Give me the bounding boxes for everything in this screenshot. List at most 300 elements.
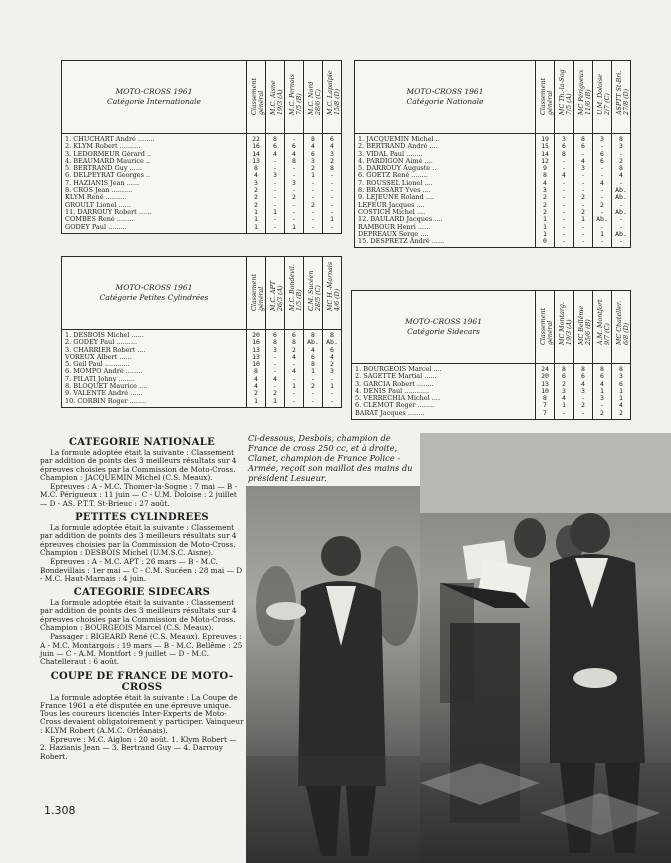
table-row: 7. ROUSSEL Lionel .... [358, 178, 433, 187]
points-cell: 1 [254, 215, 258, 224]
points-cell: - [581, 229, 585, 238]
points-cell: Ab. [326, 338, 338, 347]
points-cell: 1 [543, 222, 547, 231]
table-row: 3. CHARRIER Robert .... [65, 345, 146, 354]
points-cell: - [311, 374, 315, 383]
points-cell: - [311, 207, 315, 216]
table-row: 9. VALENTE André ...... [65, 389, 143, 398]
points-cell: - [292, 186, 296, 195]
column-header: M.C. Bondevil. 1/5 (B) [285, 257, 304, 329]
points-cell: 2 [543, 207, 547, 216]
column-header: M.C. Nord 28/6 (C) [304, 61, 323, 133]
points-cell: 4 [562, 394, 566, 403]
points-cell: 3 [543, 186, 547, 195]
points-cell: - [581, 222, 585, 231]
table-category: Catégorie Nationale [406, 97, 484, 106]
points-column [536, 364, 555, 419]
points-cell: - [619, 178, 623, 187]
page-number: 1.308 [44, 804, 76, 817]
points-cell: 6 [330, 135, 334, 143]
points-cell: - [600, 164, 604, 173]
points-cell: - [330, 222, 334, 231]
points-cell: 6 [562, 142, 566, 151]
table-row: 4. PARDIGON Aimé .... [358, 156, 433, 165]
table-row: 3. LEDORMEUR Gérard .. [65, 149, 152, 158]
points-cell: - [273, 156, 277, 165]
points-cell: 2 [562, 379, 566, 388]
points-cell: - [273, 367, 277, 376]
points-cell: 8 [562, 365, 566, 373]
column-header: MC H.-Marnais 4/6 (D) [327, 261, 341, 311]
points-cell: 1 [292, 382, 296, 391]
points-cell: 1 [543, 215, 547, 224]
points-cell: 2 [581, 207, 585, 216]
points-cell: 13 [541, 379, 549, 388]
points-cell: - [292, 164, 296, 173]
points-cell: - [600, 207, 604, 216]
points-cell: 2 [311, 382, 315, 391]
points-cell: - [311, 389, 315, 398]
table-row: 3. GARCIA Robert ........ [355, 379, 434, 388]
table-row: 1. DESBOIS Michel ...... [65, 331, 144, 339]
points-cell: 6 [600, 156, 604, 165]
points-cell: - [619, 237, 623, 246]
points-cell: 24 [541, 365, 549, 373]
points-cell: 1 [543, 229, 547, 238]
table-row: 11. DARROUY Robert ...... [65, 207, 152, 216]
paragraph: La formule adoptée était la suivante : Classement par addition de points des 3 meilleurs résultats sur 4 épreuves choisies par la Commission de Moto-Cross. Champion : BOURGEOIS Marcel (C.S. Meaux). [40, 598, 237, 633]
points-cell: - [273, 360, 277, 369]
points-cell: - [562, 215, 566, 224]
table-category: Catégorie Petites Cylindrées [99, 293, 209, 302]
points-cell: 6 [273, 331, 277, 339]
points-cell: 3 [311, 156, 315, 165]
points-cell: Ab. [615, 207, 627, 216]
points-cell: 8 [600, 365, 604, 373]
paragraph: La formule adoptée était la suivante : Classement par addition de points des 3 meilleurs résultats sur 4 épreuves choisies par la Commission de Moto-Cross. Champion : DESBOIS Michel (U.M.S.C. Aisne). [40, 523, 237, 557]
points-cell: Ab. [615, 186, 627, 195]
points-cell: 20 [252, 331, 260, 339]
table-row: 2. KLYM Robert .......... [65, 142, 141, 151]
points-cell: - [581, 408, 585, 417]
points-cell: 8 [311, 135, 315, 143]
points-cell: - [600, 237, 604, 246]
points-cell: - [330, 207, 334, 216]
points-cell: 2 [254, 389, 258, 398]
points-cell: 6 [581, 142, 585, 151]
points-column [247, 134, 266, 233]
points-cell: - [562, 237, 566, 246]
points-cell: 8 [311, 360, 315, 369]
points-cell: 1 [330, 215, 334, 224]
points-cell: - [562, 222, 566, 231]
points-cell: - [311, 396, 315, 405]
points-cell: - [292, 389, 296, 398]
paragraph: La formule adoptée était la suivante : Classement par addition de points des 3 meilleurs résultats sur 4 épreuves choisies par la Commission de Moto-Cross. Champion : JACQUEMIN Michel (C.S. Meaux). [40, 448, 237, 482]
points-cell: 3 [619, 142, 623, 151]
table-row: 3. VIDAL Paul ........ [358, 149, 423, 158]
points-cell: - [273, 352, 277, 361]
points-cell: 8 [273, 135, 277, 143]
table-row: 9. LEJEUNE Roland .... [358, 193, 435, 202]
points-cell: - [619, 149, 623, 158]
points-cell: 3 [581, 386, 585, 395]
section-heading: PETITES CYLINDREES [75, 512, 209, 524]
points-cell: 8 [562, 149, 566, 158]
points-cell: 8 [619, 365, 623, 373]
table-row: 7. PILATI Johny ........ [65, 374, 135, 383]
table-title: MOTO-CROSS 1961 [115, 283, 193, 292]
table-row: 8. CROS Jean .......... [65, 186, 133, 195]
table-row: 10. CORBIN Roger ........ [65, 396, 147, 405]
points-cell: 3 [619, 372, 623, 381]
points-cell: Ab. [596, 215, 608, 224]
points-cell: - [562, 193, 566, 202]
points-cell: - [292, 396, 296, 405]
points-column [323, 134, 341, 233]
points-cell: 1 [273, 207, 277, 216]
points-column [593, 134, 612, 247]
points-cell: 3 [562, 386, 566, 395]
column-header: Classement général [536, 291, 555, 363]
table-row: 6. DELPEYRAT Georges .. [65, 171, 151, 180]
points-cell: 4 [330, 352, 334, 361]
points-cell: 2 [292, 345, 296, 354]
competitor-names [62, 134, 247, 233]
points-cell: - [330, 200, 334, 209]
table-category: Catégorie Sidecars [407, 327, 480, 336]
points-cell: - [600, 171, 604, 180]
points-cell: - [330, 389, 334, 398]
points-column [555, 364, 574, 419]
points-cell: 4 [581, 379, 585, 388]
points-cell: 7 [543, 408, 547, 417]
table-row: 6. CLEMOT Roger ........ [355, 401, 435, 410]
points-cell: - [581, 171, 585, 180]
points-cell: 1 [292, 222, 296, 231]
table-row: 5. DARROUY Auguste .. [358, 164, 437, 173]
points-cell: - [600, 222, 604, 231]
column-header: Classement général [247, 257, 266, 329]
points-cell: 1 [600, 386, 604, 395]
table-row: 2. GODEY Paul .......... [65, 338, 138, 347]
points-cell: - [292, 207, 296, 216]
points-cell: 2 [311, 200, 315, 209]
competitor-names [352, 364, 536, 419]
points-cell: 1 [311, 367, 315, 376]
points-cell: 14 [541, 149, 549, 158]
points-cell: 4 [600, 379, 604, 388]
points-cell: 6 [311, 149, 315, 158]
column-header: M.C. APT 26/3 (A) [266, 257, 285, 329]
points-cell: 4 [600, 178, 604, 187]
table-row: COSTICH Michel .... [358, 207, 426, 216]
points-cell: - [562, 229, 566, 238]
paragraph: Epreuve : M.C. Aiglon : 20 août. 1. Klym Robert — 2. Hazianis Jean — 3. Bertrand Guy — 4. Darrouy Robert. [40, 735, 237, 761]
points-cell: - [273, 382, 277, 391]
points-cell: 15 [541, 142, 549, 151]
column-header: MC Th.-la-Sog 7/5 (A) [555, 61, 574, 133]
points-cell: 6 [600, 149, 604, 158]
points-cell: - [619, 222, 623, 231]
points-cell: - [581, 237, 585, 246]
points-cell: 10 [541, 386, 549, 395]
points-cell: 1 [273, 396, 277, 405]
column-header: C.M. Sucéen 28/5 (C) [304, 257, 323, 329]
points-cell: - [562, 178, 566, 187]
points-cell: 4 [254, 171, 258, 180]
points-cell: - [581, 394, 585, 403]
points-cell: 4 [543, 178, 547, 187]
competitor-names [355, 134, 536, 247]
table-row: 8. BLOQUET Maurice .... [65, 382, 148, 391]
points-cell: 1 [619, 394, 623, 403]
points-column [304, 330, 323, 407]
points-cell: - [273, 164, 277, 173]
points-cell: 1 [330, 382, 334, 391]
points-cell: - [311, 178, 315, 187]
points-cell: 6 [273, 142, 277, 151]
points-cell: Ab. [307, 338, 319, 347]
points-cell: 13 [252, 156, 260, 165]
points-cell: 4 [292, 367, 296, 376]
table-title: MOTO-CROSS 1961 [406, 87, 484, 96]
table-row: 7. HAZIANIS Jean ...... [65, 178, 140, 187]
section-heading: COUPE DE FRANCE DE MOTO-CROSS [50, 670, 234, 693]
points-cell: 4 [273, 374, 277, 383]
points-cell: 2 [311, 164, 315, 173]
points-cell: 6 [311, 352, 315, 361]
table-row: KLYM René .......... [65, 193, 127, 202]
points-cell: 2 [254, 186, 258, 195]
table-row: 1. CHUCHART André ........ [65, 135, 155, 143]
section-heading: CATEGORIE NATIONALE [68, 437, 215, 448]
table-row: 4. BEAUMARD Maurice .. [65, 156, 151, 165]
points-cell: - [330, 171, 334, 180]
points-cell: - [292, 200, 296, 209]
photo-caption: Ci-dessous, Desbois, champion de France de cross 250 cc, et à droite, Clanet, champion de France Police -Armée, reçoit son maillot des mains du président Lesueur. [248, 433, 413, 483]
points-cell: 2 [581, 401, 585, 410]
column-header: M.C. Pernois 7/5 (B) [285, 61, 304, 133]
points-cell: 3 [273, 345, 277, 354]
points-cell: - [581, 200, 585, 209]
table-row: BARAT Jacques ........ [355, 408, 425, 417]
table-sidecars [351, 290, 631, 420]
points-column [323, 330, 341, 407]
points-column [536, 134, 555, 247]
results-text [40, 433, 244, 762]
points-column [247, 330, 266, 407]
points-cell: 1 [600, 229, 604, 238]
points-cell: 8 [292, 156, 296, 165]
points-cell: 1 [254, 396, 258, 405]
points-cell: 2 [254, 193, 258, 202]
table-title: MOTO-CROSS 1961 [405, 317, 482, 326]
photo-clanet-figure [420, 433, 671, 863]
points-cell: - [273, 178, 277, 187]
paragraph: Epreuves : A - M.C. Thomer-la-Sogne : 7 mai — B - M.C. Périgueux : 11 juin — C - U.M. Doloise : 2 juillet — D - AS. P.T.T. St-Brieuc : 27 août. [40, 482, 238, 508]
table-row: 5. VERRECHIA Michel .... [355, 394, 441, 403]
table-row: VOREUX Albert ...... [65, 352, 132, 361]
points-column [266, 134, 285, 233]
points-cell: 6 [581, 372, 585, 381]
column-header: MC Bellême 25/6 (B) [574, 291, 593, 363]
points-cell: 2 [330, 360, 334, 369]
photo-desbois [246, 486, 420, 863]
points-cell: 14 [252, 149, 260, 158]
table-row: 6. MOMPO André ........ [65, 367, 143, 376]
points-cell: 1 [581, 215, 585, 224]
points-cell: - [330, 396, 334, 405]
points-cell: 16 [252, 338, 260, 347]
points-cell: 2 [600, 200, 604, 209]
photo-clanet [420, 433, 671, 863]
table-row: 1. JACQUEMIN Michel .. [358, 135, 440, 143]
points-cell: - [311, 222, 315, 231]
column-header: Classement général [247, 61, 266, 133]
points-cell: 20 [541, 372, 549, 381]
points-cell: 13 [252, 352, 260, 361]
points-cell: 6 [562, 372, 566, 381]
points-column [574, 134, 593, 247]
points-cell: 4 [254, 374, 258, 383]
points-cell: - [562, 408, 566, 417]
points-cell: 8 [311, 331, 315, 339]
points-cell: - [562, 207, 566, 216]
points-cell: - [562, 200, 566, 209]
points-cell: - [562, 156, 566, 165]
points-cell: 8 [273, 338, 277, 347]
points-cell: - [273, 215, 277, 224]
table-nationale [354, 60, 631, 248]
points-cell: 8 [581, 135, 585, 143]
points-cell: 8 [619, 135, 623, 143]
competitor-names [62, 330, 247, 407]
points-cell: 4 [619, 171, 623, 180]
points-cell: 2 [543, 200, 547, 209]
points-cell: - [330, 186, 334, 195]
paragraph: Passager : BIGEARD René (C.S. Meaux). Epreuves : A - M.C. Montargois : 19 mars — B - M.C. Bellême : 25 juin — C - A.M. Montfort : 9 juillet — D - M.C. Chatelleraut : 6 août. [40, 632, 243, 667]
points-cell: 6 [619, 379, 623, 388]
points-column [266, 330, 285, 407]
table-petites-cylindrees [61, 256, 342, 408]
points-cell: 4 [619, 401, 623, 410]
points-column [285, 330, 304, 407]
points-cell: 8 [581, 365, 585, 373]
table-row: 12. BAULARD Jacques .... [358, 215, 443, 224]
table-row: 4. DENIS Paul ............ [355, 386, 430, 395]
points-cell: 1 [311, 171, 315, 180]
points-column [612, 364, 630, 419]
points-column [612, 134, 630, 247]
points-cell: 2 [581, 193, 585, 202]
points-cell: 4 [311, 345, 315, 354]
points-column [555, 134, 574, 247]
table-row: 6. GOETZ René ........ [358, 171, 428, 180]
points-cell: 2 [543, 193, 547, 202]
points-cell: 2 [619, 408, 623, 417]
column-header: MC Montarg. 19/3 (A) [555, 291, 574, 363]
points-cell: Ab. [615, 193, 627, 202]
table-row: GROULT Lionel ...... [65, 200, 131, 209]
points-cell: 4 [311, 142, 315, 151]
points-column [285, 134, 304, 233]
column-header: M.C. Lapalpie 15/8 (D) [327, 70, 341, 115]
points-cell: 9 [543, 164, 547, 173]
table-row: COMBES René ........ [65, 215, 134, 224]
table-row: 5. BERTRAND Guy ...... [65, 164, 142, 173]
points-cell: 6 [292, 142, 296, 151]
points-cell: 10 [252, 360, 260, 369]
points-cell: 3 [292, 178, 296, 187]
column-header: MC Chateller. 6/8 (D) [616, 300, 630, 345]
points-cell: - [600, 186, 604, 195]
table-row: GODEY Paul ......... [65, 222, 127, 231]
table-row: RAMBOUR Henri ...... [358, 222, 431, 231]
points-cell: - [292, 135, 296, 143]
points-cell: 1 [254, 207, 258, 216]
points-cell: - [562, 164, 566, 173]
paragraph: La formule adoptée était la suivante : La Coupe de France 1961 a été disputée en une épreuve unique. Tous les coureurs licenciés Inter-Experts de Moto-Cross devaient obligatoirement y participer. Vainqueur : KLYM Robert (A.M.C. Orléanais). [40, 692, 244, 735]
points-cell: 3 [330, 367, 334, 376]
table-row: 2. BERTRAND André .... [358, 142, 438, 151]
points-cell: 2 [600, 408, 604, 417]
table-row: LEFEUR Jacques .... [358, 200, 425, 209]
points-cell: 4 [562, 171, 566, 180]
points-cell: 3 [600, 394, 604, 403]
points-cell: 8 [543, 171, 547, 180]
points-cell: - [330, 193, 334, 202]
points-cell: 8 [254, 164, 258, 173]
table-row: 2. SAGETTE Martial ...... [355, 372, 437, 381]
points-cell: - [292, 374, 296, 383]
points-cell: 1 [619, 386, 623, 395]
points-cell: - [330, 374, 334, 383]
points-cell: - [600, 142, 604, 151]
points-cell: 3 [600, 135, 604, 143]
paragraph: Epreuves : A - M.C. APT : 26 mars — B - M.C. Bondevillais : 1er mai — C - C.M. Sucéen : 28 mai — D - M.C. Haut-Marnais : 4 juin. [40, 557, 243, 583]
points-cell: - [330, 178, 334, 187]
points-cell: 2 [330, 156, 334, 165]
photo-desbois-figure [246, 486, 420, 863]
points-cell: - [292, 171, 296, 180]
points-cell: 4 [273, 149, 277, 158]
points-cell: 6 [330, 345, 334, 354]
table-row: 15. DESPRETZ André ...... [358, 237, 445, 246]
points-cell: 13 [252, 345, 260, 354]
points-cell: 2 [273, 389, 277, 398]
points-cell: - [600, 401, 604, 410]
column-header: Classement général [536, 61, 555, 133]
points-cell: - [311, 215, 315, 224]
column-header: U.M. Doloise 2/7 (C) [593, 61, 612, 133]
points-column [593, 364, 612, 419]
points-cell: 8 [330, 164, 334, 173]
points-cell: 4 [254, 382, 258, 391]
table-row: 5. Geil Paul ............ [65, 360, 130, 369]
points-cell: 8 [292, 338, 296, 347]
points-cell: - [292, 215, 296, 224]
points-cell: 8 [543, 394, 547, 403]
points-cell: 1 [562, 401, 566, 410]
points-cell: - [600, 193, 604, 202]
points-cell: 12 [541, 156, 549, 165]
column-header: MC Périgueux 11/6 (B) [574, 61, 593, 133]
points-cell: 16 [252, 142, 260, 151]
points-cell: 2 [619, 156, 623, 165]
table-title: MOTO-CROSS 1961 [115, 87, 193, 96]
points-cell: 3 [581, 164, 585, 173]
